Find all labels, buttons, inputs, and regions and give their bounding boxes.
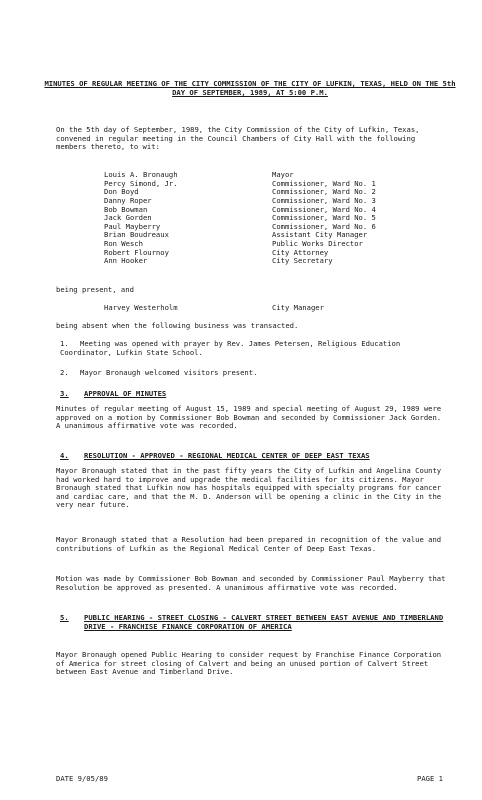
item-number: 2. bbox=[60, 368, 69, 377]
heading-text: PUBLIC HEARING - STREET CLOSING - CALVERT STREET BETWEEN EAST AVENUE AND TIMBERLAND DRIVE - FRANCHISE FINANCE CORPORATION OF AMERICA bbox=[84, 613, 444, 631]
absent-line: being absent when the following business was transacted. bbox=[56, 321, 299, 330]
member-name: Paul Mayberry bbox=[104, 221, 161, 231]
member-name: Ron Wesch bbox=[104, 239, 143, 249]
member-role: Mayor bbox=[272, 170, 294, 179]
absent-member-name: Harvey Westerholm bbox=[104, 303, 178, 312]
member-role: Commissioner, Ward No. 6 bbox=[272, 221, 376, 231]
member-role: Commissioner, Ward No. 3 bbox=[272, 195, 376, 205]
member-name: Ann Hooker bbox=[104, 256, 148, 266]
item-5-paragraph-1: Mayor Bronaugh opened Public Hearing to consider request by Franchise Finance Corporation of America for street closing of Calvert and being an unused portion of Calvert Street between East Avenue and Timberland Drive. bbox=[56, 650, 442, 677]
item-4-paragraph-1: Mayor Bronaugh stated that in the past fifty years the City of Lufkin and Angelina County had worked hard to improve and upgrade the medical facilities for its citizens. Mayor Bronaugh stated that Lufkin now has hospitals equipped with specialty programs for cancer and cardiac care, and that the M. D. Anderson will be opening a clinic in the City in the very near future. bbox=[56, 466, 442, 510]
item-1 bbox=[60, 340, 450, 357]
member-role: Assistant City Manager bbox=[272, 230, 368, 240]
member-role: City Secretary bbox=[272, 256, 333, 266]
intro-paragraph: On the 5th day of September, 1989, the City Commission of the City of Lufkin, Texas, convened in regular meeting in the Council Chambers of City Hall with the following members thereto, to wit: bbox=[56, 125, 420, 152]
member-row bbox=[104, 188, 434, 197]
item-3-heading bbox=[60, 390, 450, 399]
member-row bbox=[104, 206, 434, 215]
absent-member-role: City Manager bbox=[272, 303, 324, 312]
footer-page-number: PAGE 1 bbox=[417, 774, 443, 783]
being-present-line: being present, and bbox=[56, 285, 134, 294]
member-row bbox=[104, 257, 434, 266]
item-number: 5. bbox=[60, 613, 69, 622]
minutes-title: MINUTES OF REGULAR MEETING OF THE CITY COMMISSION OF THE CITY OF LUFKIN, TEXAS, HELD ON THE 5th DAY OF SEPTEMBER, 1989, AT 5:00 P.M. bbox=[44, 79, 456, 97]
member-name: Don Boyd bbox=[104, 187, 139, 197]
item-number: 4. bbox=[60, 451, 69, 460]
member-name: Brian Boudreaux bbox=[104, 230, 169, 240]
heading-text: APPROVAL OF MINUTES bbox=[84, 389, 167, 398]
footer-date: DATE 9/05/89 bbox=[56, 774, 108, 783]
member-row bbox=[104, 180, 434, 189]
member-name: Robert Flournoy bbox=[104, 247, 169, 257]
item-number: 3. bbox=[60, 389, 69, 398]
item-text: Mayor Bronaugh welcomed visitors present. bbox=[80, 368, 258, 377]
member-role: Commissioner, Ward No. 1 bbox=[272, 178, 376, 188]
member-name: Danny Roper bbox=[104, 195, 152, 205]
item-number: 1. bbox=[60, 339, 69, 348]
item-3-paragraph: Minutes of regular meeting of August 15, 1989 and special meeting of August 29, 1989 were approved on a motion by Commissioner Bob Bowman and seconded by Commissioner Jack Gorden. A unanimous affirmative vote was recorded. bbox=[56, 404, 442, 431]
member-name: Bob Bowman bbox=[104, 204, 148, 214]
absent-member-row bbox=[104, 304, 434, 313]
item-2 bbox=[60, 369, 450, 378]
member-row bbox=[104, 197, 434, 206]
item-4-paragraph-2: Mayor Bronaugh stated that a Resolution had been prepared in recognition of the value and contributions of Lufkin as the Regional Medical Center of Deep East Texas. bbox=[56, 535, 442, 553]
member-role: City Attorney bbox=[272, 247, 329, 257]
member-row bbox=[104, 231, 434, 240]
member-name: Jack Gorden bbox=[104, 213, 152, 223]
item-text: Meeting was opened with prayer by Rev. James Petersen, Religious Education Coordinator, Lufkin State School. bbox=[60, 339, 401, 357]
member-name: Louis A. Bronaugh bbox=[104, 170, 178, 179]
heading-text: RESOLUTION - APPROVED - REGIONAL MEDICAL CENTER OF DEEP EAST TEXAS bbox=[84, 451, 370, 460]
item-5-heading bbox=[60, 614, 450, 631]
member-role: Public Works Director bbox=[272, 239, 363, 249]
member-role: Commissioner, Ward No. 2 bbox=[272, 187, 376, 197]
item-4-paragraph-3: Motion was made by Commissioner Bob Bowman and seconded by Commissioner Paul Mayberry that Resolution be approved as presented. A unanimous affirmative vote was recorded. bbox=[56, 574, 446, 592]
member-row bbox=[104, 249, 434, 258]
item-4-heading bbox=[60, 452, 450, 461]
members-list bbox=[104, 171, 434, 266]
member-name: Percy Simond, Jr. bbox=[104, 178, 178, 188]
member-role: Commissioner, Ward No. 5 bbox=[272, 213, 376, 223]
member-role: Commissioner, Ward No. 4 bbox=[272, 204, 376, 214]
